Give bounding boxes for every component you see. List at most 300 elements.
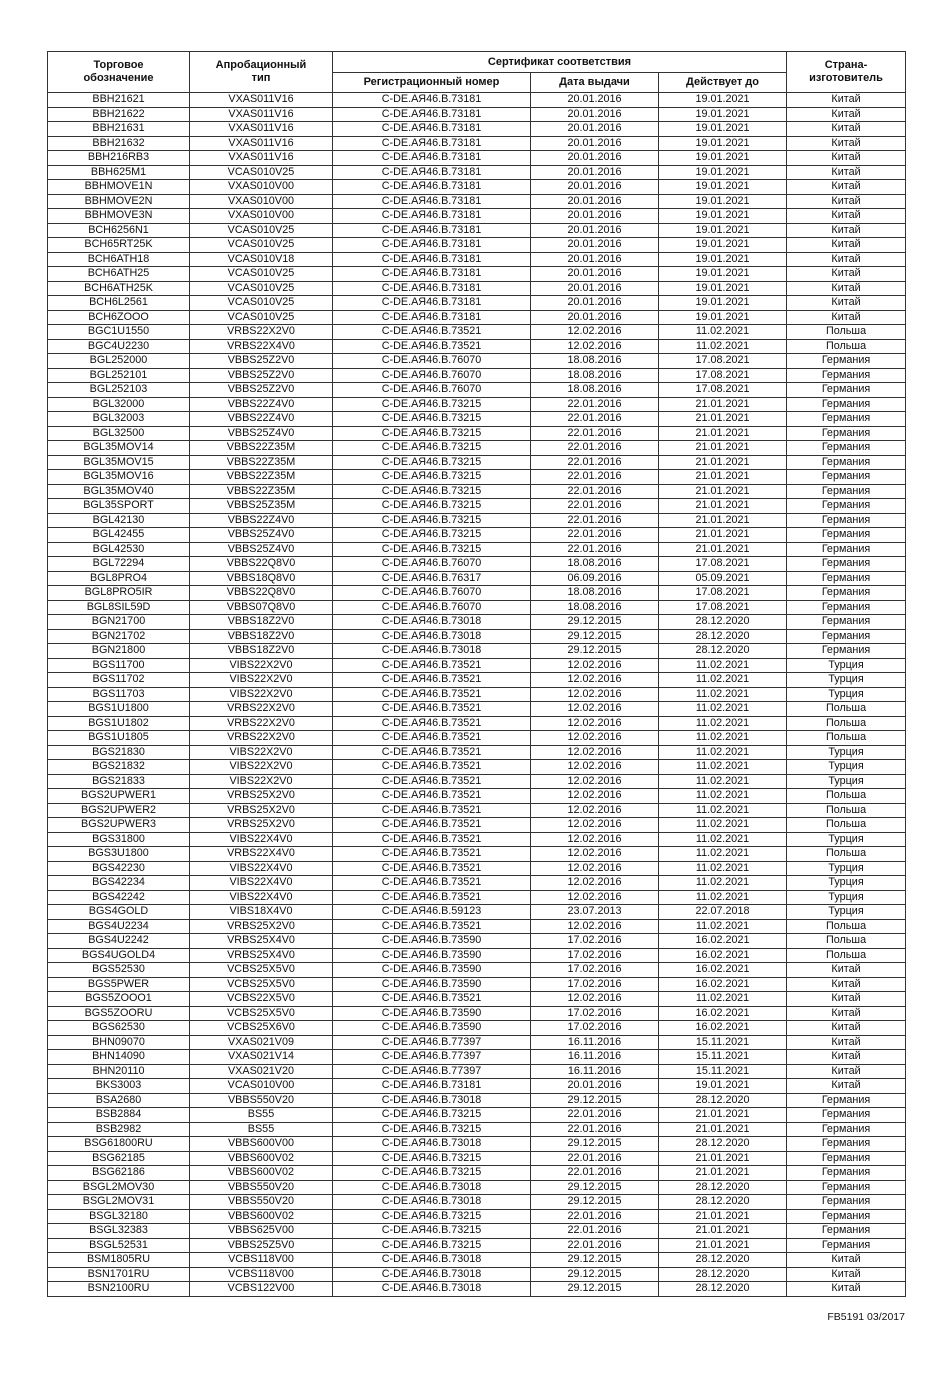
cell-trade-name: BGS4U2242 (48, 934, 190, 949)
table-row (48, 963, 906, 978)
cell-approval-type: VRBS25X4V0 (190, 934, 333, 949)
cell-valid-until: 19.01.2021 (659, 252, 787, 267)
cell-approval-type: VIBS22X2V0 (190, 760, 333, 775)
table-row (48, 267, 906, 282)
cell-valid-until: 15.11.2021 (659, 1064, 787, 1079)
cell-issue-date: 29.12.2015 (531, 1282, 659, 1297)
cell-trade-name: BGS21830 (48, 745, 190, 760)
cell-approval-type: VIBS22X2V0 (190, 687, 333, 702)
cell-country: Германия (787, 1166, 906, 1181)
cell-reg-number: C-DE.АЯ46.B.73215 (333, 441, 531, 456)
cell-reg-number: C-DE.АЯ46.B.73521 (333, 876, 531, 891)
table-row (48, 310, 906, 325)
cell-reg-number: C-DE.АЯ46.B.73181 (333, 93, 531, 108)
table-row (48, 1050, 906, 1065)
cell-approval-type: VCBS25X5V0 (190, 977, 333, 992)
cell-trade-name: BGL42530 (48, 542, 190, 557)
cell-valid-until: 21.01.2021 (659, 1209, 787, 1224)
table-row (48, 223, 906, 238)
cell-trade-name: BGL42455 (48, 528, 190, 543)
cell-trade-name: BBH21632 (48, 136, 190, 151)
cell-reg-number: C-DE.АЯ46.B.73215 (333, 513, 531, 528)
cell-country: Турция (787, 673, 906, 688)
cell-trade-name: BSB2884 (48, 1108, 190, 1123)
cell-trade-name: BGS11700 (48, 658, 190, 673)
cell-reg-number: C-DE.АЯ46.B.73181 (333, 165, 531, 180)
cell-approval-type: VBBS600V02 (190, 1166, 333, 1181)
cell-trade-name: BGL42130 (48, 513, 190, 528)
cell-valid-until: 28.12.2020 (659, 1093, 787, 1108)
cell-approval-type: VBBS22Z4V0 (190, 397, 333, 412)
cell-reg-number: C-DE.АЯ46.B.73181 (333, 238, 531, 253)
cell-approval-type: VBBS600V00 (190, 1137, 333, 1152)
cell-issue-date: 12.02.2016 (531, 339, 659, 354)
cell-trade-name: BGL8PRO5IR (48, 586, 190, 601)
cell-country: Польша (787, 919, 906, 934)
cell-country: Китай (787, 136, 906, 151)
cell-reg-number: C-DE.АЯ46.B.73521 (333, 658, 531, 673)
table-row (48, 977, 906, 992)
cell-issue-date: 18.08.2016 (531, 383, 659, 398)
cell-reg-number: C-DE.АЯ46.B.73215 (333, 426, 531, 441)
cell-reg-number: C-DE.АЯ46.B.73521 (333, 992, 531, 1007)
table-row (48, 1151, 906, 1166)
cell-issue-date: 16.11.2016 (531, 1035, 659, 1050)
table-row (48, 774, 906, 789)
cell-reg-number: C-DE.АЯ46.B.73215 (333, 1108, 531, 1123)
cell-issue-date: 20.01.2016 (531, 209, 659, 224)
cell-trade-name: BBH21631 (48, 122, 190, 137)
cell-trade-name: BSA2680 (48, 1093, 190, 1108)
table-row (48, 890, 906, 905)
table-row (48, 412, 906, 427)
cell-trade-name: BSM1805RU (48, 1253, 190, 1268)
cell-trade-name: BSG61800RU (48, 1137, 190, 1152)
table-row (48, 934, 906, 949)
cell-approval-type: VIBS22X2V0 (190, 658, 333, 673)
cell-valid-until: 11.02.2021 (659, 789, 787, 804)
table-row (48, 948, 906, 963)
cell-reg-number: C-DE.АЯ46.B.73521 (333, 339, 531, 354)
cell-trade-name: BGS4UGOLD4 (48, 948, 190, 963)
cell-valid-until: 11.02.2021 (659, 673, 787, 688)
cell-approval-type: VBBS625V00 (190, 1224, 333, 1239)
cell-approval-type: BS55 (190, 1108, 333, 1123)
cell-reg-number: C-DE.АЯ46.B.73181 (333, 296, 531, 311)
cell-country: Польша (787, 948, 906, 963)
cell-approval-type: VIBS22X4V0 (190, 876, 333, 891)
cell-reg-number: C-DE.АЯ46.B.73521 (333, 325, 531, 340)
cell-country: Китай (787, 992, 906, 1007)
cell-valid-until: 16.02.2021 (659, 977, 787, 992)
cell-issue-date: 29.12.2015 (531, 629, 659, 644)
cell-approval-type: VBBS22Z4V0 (190, 412, 333, 427)
cell-trade-name: BGS62530 (48, 1021, 190, 1036)
cell-trade-name: BBH625M1 (48, 165, 190, 180)
cell-reg-number: C-DE.АЯ46.B.73181 (333, 281, 531, 296)
cell-valid-until: 11.02.2021 (659, 861, 787, 876)
cell-trade-name: BGL32000 (48, 397, 190, 412)
cell-trade-name: BBH21621 (48, 93, 190, 108)
header-reg-number: Регистрационный номер (333, 73, 531, 93)
cell-approval-type: VBBS600V02 (190, 1209, 333, 1224)
cell-reg-number: C-DE.АЯ46.B.73018 (333, 1137, 531, 1152)
cell-valid-until: 11.02.2021 (659, 325, 787, 340)
cell-approval-type: VCAS010V25 (190, 296, 333, 311)
cell-reg-number: C-DE.АЯ46.B.73215 (333, 455, 531, 470)
cell-country: Китай (787, 281, 906, 296)
cell-issue-date: 20.01.2016 (531, 281, 659, 296)
cell-reg-number: C-DE.АЯ46.B.73018 (333, 1195, 531, 1210)
cell-trade-name: BGS1U1805 (48, 731, 190, 746)
cell-valid-until: 28.12.2020 (659, 1195, 787, 1210)
cell-country: Польша (787, 847, 906, 862)
cell-issue-date: 18.08.2016 (531, 354, 659, 369)
cell-reg-number: C-DE.АЯ46.B.73521 (333, 687, 531, 702)
table-row (48, 919, 906, 934)
table-row (48, 281, 906, 296)
cell-country: Германия (787, 1137, 906, 1152)
cell-approval-type: VBBS600V02 (190, 1151, 333, 1166)
cell-issue-date: 12.02.2016 (531, 760, 659, 775)
cell-valid-until: 21.01.2021 (659, 441, 787, 456)
cell-issue-date: 20.01.2016 (531, 1079, 659, 1094)
cell-reg-number: C-DE.АЯ46.B.73215 (333, 1238, 531, 1253)
table-row (48, 107, 906, 122)
table-row (48, 470, 906, 485)
cell-valid-until: 11.02.2021 (659, 832, 787, 847)
cell-approval-type: VBBS22Z35M (190, 441, 333, 456)
cell-trade-name: BKS3003 (48, 1079, 190, 1094)
cell-valid-until: 11.02.2021 (659, 818, 787, 833)
cell-country: Польша (787, 731, 906, 746)
cell-approval-type: VXAS011V16 (190, 151, 333, 166)
cell-country: Турция (787, 832, 906, 847)
cell-approval-type: VRBS25X2V0 (190, 919, 333, 934)
cell-valid-until: 22.07.2018 (659, 905, 787, 920)
cell-issue-date: 17.02.2016 (531, 934, 659, 949)
cell-valid-until: 28.12.2020 (659, 1137, 787, 1152)
table-row (48, 745, 906, 760)
cell-valid-until: 21.01.2021 (659, 1166, 787, 1181)
cell-approval-type: VXAS011V16 (190, 122, 333, 137)
cell-valid-until: 28.12.2020 (659, 629, 787, 644)
cell-issue-date: 12.02.2016 (531, 803, 659, 818)
table-row (48, 455, 906, 470)
cell-valid-until: 11.02.2021 (659, 716, 787, 731)
cell-country: Германия (787, 1180, 906, 1195)
cell-trade-name: BGS1U1802 (48, 716, 190, 731)
cell-trade-name: BGS2UPWER1 (48, 789, 190, 804)
cell-issue-date: 22.01.2016 (531, 441, 659, 456)
cell-approval-type: VCAS010V25 (190, 238, 333, 253)
cell-issue-date: 22.01.2016 (531, 1108, 659, 1123)
cell-country: Германия (787, 484, 906, 499)
cell-country: Германия (787, 426, 906, 441)
table-row (48, 992, 906, 1007)
cell-valid-until: 21.01.2021 (659, 1238, 787, 1253)
cell-approval-type: VIBS22X2V0 (190, 745, 333, 760)
cell-reg-number: C-DE.АЯ46.B.73521 (333, 861, 531, 876)
cell-approval-type: VBBS07Q8V0 (190, 600, 333, 615)
cell-issue-date: 22.01.2016 (531, 484, 659, 499)
cell-valid-until: 19.01.2021 (659, 281, 787, 296)
table-row (48, 615, 906, 630)
cell-reg-number: C-DE.АЯ46.B.73181 (333, 310, 531, 325)
cell-valid-until: 16.02.2021 (659, 1021, 787, 1036)
cell-trade-name: BGS21832 (48, 760, 190, 775)
cell-trade-name: BGL72294 (48, 557, 190, 572)
cell-valid-until: 11.02.2021 (659, 890, 787, 905)
cell-reg-number: C-DE.АЯ46.B.73018 (333, 1180, 531, 1195)
cell-trade-name: BGL35MOV14 (48, 441, 190, 456)
table-row (48, 1282, 906, 1297)
cell-approval-type: VXAS021V14 (190, 1050, 333, 1065)
cell-approval-type: VBBS18Q8V0 (190, 571, 333, 586)
cell-issue-date: 29.12.2015 (531, 1137, 659, 1152)
cell-reg-number: C-DE.АЯ46.B.73521 (333, 919, 531, 934)
cell-reg-number: C-DE.АЯ46.B.73181 (333, 209, 531, 224)
cell-approval-type: VCBS122V00 (190, 1282, 333, 1297)
cell-reg-number: C-DE.АЯ46.B.73215 (333, 499, 531, 514)
cell-valid-until: 11.02.2021 (659, 992, 787, 1007)
cell-issue-date: 22.01.2016 (531, 1151, 659, 1166)
header-country: Страна-изготовитель (787, 52, 906, 93)
table-row (48, 136, 906, 151)
cell-country: Германия (787, 528, 906, 543)
cell-trade-name: BHN09070 (48, 1035, 190, 1050)
table-row (48, 354, 906, 369)
cell-country: Китай (787, 963, 906, 978)
cell-trade-name: BGL35MOV16 (48, 470, 190, 485)
cell-country: Германия (787, 644, 906, 659)
table-row (48, 1064, 906, 1079)
cell-issue-date: 20.01.2016 (531, 151, 659, 166)
cell-approval-type: VIBS22X2V0 (190, 673, 333, 688)
cell-approval-type: VCAS010V25 (190, 310, 333, 325)
cell-approval-type: VBBS25Z35M (190, 499, 333, 514)
cell-trade-name: BSGL32180 (48, 1209, 190, 1224)
cell-reg-number: C-DE.АЯ46.B.76070 (333, 368, 531, 383)
cell-country: Германия (787, 513, 906, 528)
cell-approval-type: VRBS22X2V0 (190, 731, 333, 746)
cell-approval-type: VCAS010V18 (190, 252, 333, 267)
cell-country: Турция (787, 760, 906, 775)
cell-country: Турция (787, 905, 906, 920)
cell-approval-type: VBBS550V20 (190, 1195, 333, 1210)
cell-trade-name: BGS5ZOORU (48, 1006, 190, 1021)
cell-issue-date: 20.01.2016 (531, 223, 659, 238)
cell-country: Китай (787, 165, 906, 180)
table-row (48, 1253, 906, 1268)
cell-country: Турция (787, 658, 906, 673)
cell-approval-type: VBBS25Z2V0 (190, 354, 333, 369)
cell-trade-name: BBH21622 (48, 107, 190, 122)
cell-reg-number: C-DE.АЯ46.B.73590 (333, 1006, 531, 1021)
cell-valid-until: 17.08.2021 (659, 600, 787, 615)
cell-approval-type: VCAS010V25 (190, 281, 333, 296)
cell-trade-name: BGS4U2234 (48, 919, 190, 934)
cell-valid-until: 19.01.2021 (659, 310, 787, 325)
table-row (48, 673, 906, 688)
cell-approval-type: VXAS010V00 (190, 180, 333, 195)
table-row (48, 1267, 906, 1282)
cell-country: Китай (787, 238, 906, 253)
table-row (48, 1195, 906, 1210)
cell-valid-until: 05.09.2021 (659, 571, 787, 586)
cell-reg-number: C-DE.АЯ46.B.73018 (333, 1282, 531, 1297)
cell-approval-type: BS55 (190, 1122, 333, 1137)
cell-approval-type: VBBS25Z5V0 (190, 1238, 333, 1253)
cell-country: Китай (787, 252, 906, 267)
cell-trade-name: BGL8PRO4 (48, 571, 190, 586)
cell-approval-type: VXAS010V00 (190, 209, 333, 224)
cell-reg-number: C-DE.АЯ46.B.73521 (333, 774, 531, 789)
cell-valid-until: 11.02.2021 (659, 731, 787, 746)
cell-issue-date: 22.01.2016 (531, 528, 659, 543)
cell-trade-name: BGS11702 (48, 673, 190, 688)
cell-approval-type: VBBS22Z35M (190, 470, 333, 485)
cell-valid-until: 21.01.2021 (659, 397, 787, 412)
cell-approval-type: VRBS22X4V0 (190, 847, 333, 862)
cell-approval-type: VBBS25Z4V0 (190, 528, 333, 543)
cell-reg-number: C-DE.АЯ46.B.59123 (333, 905, 531, 920)
cell-issue-date: 17.02.2016 (531, 1021, 659, 1036)
cell-trade-name: BSB2982 (48, 1122, 190, 1137)
cell-country: Китай (787, 296, 906, 311)
table-row (48, 876, 906, 891)
cell-trade-name: BBHMOVE3N (48, 209, 190, 224)
cell-approval-type: VXAS021V09 (190, 1035, 333, 1050)
cell-reg-number: C-DE.АЯ46.B.73521 (333, 789, 531, 804)
cell-trade-name: BCH6ZOOO (48, 310, 190, 325)
cell-issue-date: 12.02.2016 (531, 919, 659, 934)
cell-issue-date: 22.01.2016 (531, 542, 659, 557)
cell-issue-date: 12.02.2016 (531, 745, 659, 760)
cell-trade-name: BGC4U2230 (48, 339, 190, 354)
table-row (48, 1079, 906, 1094)
cell-valid-until: 21.01.2021 (659, 1151, 787, 1166)
cell-approval-type: VRBS22X2V0 (190, 716, 333, 731)
cell-reg-number: C-DE.АЯ46.B.73215 (333, 397, 531, 412)
cell-country: Германия (787, 629, 906, 644)
cell-reg-number: C-DE.АЯ46.B.73521 (333, 890, 531, 905)
cell-trade-name: BSGL2MOV31 (48, 1195, 190, 1210)
cell-approval-type: VBBS22Z35M (190, 484, 333, 499)
table-row (48, 629, 906, 644)
cell-reg-number: C-DE.АЯ46.B.73181 (333, 194, 531, 209)
table-row (48, 180, 906, 195)
certificate-table (47, 51, 906, 1297)
cell-issue-date: 18.08.2016 (531, 557, 659, 572)
cell-valid-until: 21.01.2021 (659, 1224, 787, 1239)
cell-trade-name: BGS21833 (48, 774, 190, 789)
cell-valid-until: 19.01.2021 (659, 223, 787, 238)
cell-valid-until: 28.12.2020 (659, 1253, 787, 1268)
table-row (48, 716, 906, 731)
cell-approval-type: VBBS22Q8V0 (190, 586, 333, 601)
cell-reg-number: C-DE.АЯ46.B.73521 (333, 716, 531, 731)
cell-reg-number: C-DE.АЯ46.B.73181 (333, 180, 531, 195)
table-row (48, 1122, 906, 1137)
cell-country: Китай (787, 1253, 906, 1268)
cell-approval-type: VCBS25X5V0 (190, 963, 333, 978)
header-trade-name: Торговое обозначение (48, 52, 190, 93)
cell-reg-number: C-DE.АЯ46.B.73181 (333, 136, 531, 151)
document-footer: FB5191 03/2017 (827, 1311, 905, 1323)
table-row (48, 557, 906, 572)
cell-issue-date: 20.01.2016 (531, 107, 659, 122)
table-row (48, 1006, 906, 1021)
cell-valid-until: 15.11.2021 (659, 1035, 787, 1050)
table-row (48, 426, 906, 441)
cell-valid-until: 19.01.2021 (659, 296, 787, 311)
cell-trade-name: BHN20110 (48, 1064, 190, 1079)
cell-trade-name: BSN2100RU (48, 1282, 190, 1297)
cell-issue-date: 17.02.2016 (531, 1006, 659, 1021)
cell-country: Германия (787, 1151, 906, 1166)
cell-reg-number: C-DE.АЯ46.B.73521 (333, 673, 531, 688)
cell-valid-until: 19.01.2021 (659, 93, 787, 108)
table-row (48, 1035, 906, 1050)
cell-country: Китай (787, 180, 906, 195)
cell-approval-type: VCBS25X6V0 (190, 1021, 333, 1036)
table-row (48, 1224, 906, 1239)
cell-issue-date: 12.02.2016 (531, 774, 659, 789)
cell-issue-date: 22.01.2016 (531, 1224, 659, 1239)
cell-country: Турция (787, 745, 906, 760)
cell-issue-date: 18.08.2016 (531, 600, 659, 615)
cell-trade-name: BGS42234 (48, 876, 190, 891)
cell-trade-name: BGS11703 (48, 687, 190, 702)
cell-country: Германия (787, 586, 906, 601)
cell-valid-until: 17.08.2021 (659, 586, 787, 601)
table-row (48, 702, 906, 717)
cell-reg-number: C-DE.АЯ46.B.73215 (333, 528, 531, 543)
cell-trade-name: BGN21700 (48, 615, 190, 630)
cell-country: Германия (787, 1238, 906, 1253)
cell-valid-until: 11.02.2021 (659, 702, 787, 717)
cell-country: Турция (787, 861, 906, 876)
cell-country: Германия (787, 600, 906, 615)
cell-country: Китай (787, 122, 906, 137)
table-row (48, 847, 906, 862)
table-row (48, 644, 906, 659)
cell-issue-date: 20.01.2016 (531, 165, 659, 180)
cell-issue-date: 22.01.2016 (531, 1166, 659, 1181)
cell-issue-date: 12.02.2016 (531, 861, 659, 876)
cell-approval-type: VBBS25Z4V0 (190, 542, 333, 557)
cell-issue-date: 22.01.2016 (531, 499, 659, 514)
cell-issue-date: 22.01.2016 (531, 513, 659, 528)
cell-reg-number: C-DE.АЯ46.B.73590 (333, 977, 531, 992)
cell-country: Китай (787, 1267, 906, 1282)
cell-issue-date: 22.01.2016 (531, 1122, 659, 1137)
cell-issue-date: 20.01.2016 (531, 93, 659, 108)
cell-approval-type: VBBS550V20 (190, 1180, 333, 1195)
cell-approval-type: VCAS010V25 (190, 223, 333, 238)
cell-approval-type: VBBS18Z2V0 (190, 644, 333, 659)
cell-reg-number: C-DE.АЯ46.B.73590 (333, 963, 531, 978)
table-row (48, 832, 906, 847)
table-row (48, 499, 906, 514)
cell-valid-until: 11.02.2021 (659, 745, 787, 760)
cell-issue-date: 12.02.2016 (531, 818, 659, 833)
table-row (48, 528, 906, 543)
cell-trade-name: BCH6256N1 (48, 223, 190, 238)
cell-approval-type: VXAS011V16 (190, 93, 333, 108)
cell-country: Китай (787, 151, 906, 166)
